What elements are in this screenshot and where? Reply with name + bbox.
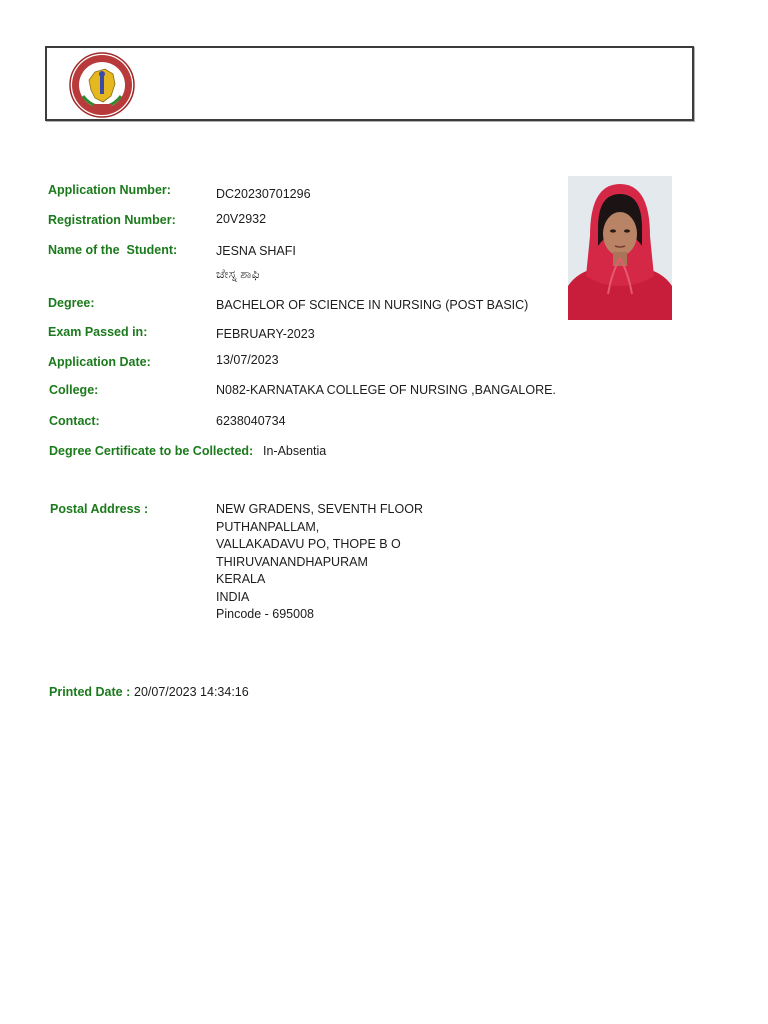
address-line: INDIA xyxy=(216,589,250,604)
degree-label: Degree: xyxy=(48,296,95,310)
exam-passed-label: Exam Passed in: xyxy=(48,325,148,339)
contact-value: 6238040734 xyxy=(216,414,286,428)
student-photo xyxy=(568,176,672,320)
exam-passed-value: FEBRUARY-2023 xyxy=(216,327,315,341)
application-date-value: 13/07/2023 xyxy=(216,353,279,367)
registration-number-label: Registration Number: xyxy=(48,213,176,227)
degree-value: BACHELOR OF SCIENCE IN NURSING (POST BASIC) xyxy=(216,298,529,312)
college-label: College: xyxy=(49,383,99,397)
registration-number-value: 20V2932 xyxy=(216,212,267,226)
student-name-kannada-value: ಜೇಸ್ನ ಶಾಫಿ xyxy=(216,267,260,281)
address-line: Pincode - 695008 xyxy=(216,607,314,621)
application-number-value: DC20230701296 xyxy=(216,187,311,201)
application-number-label: Application Number: xyxy=(48,183,171,197)
header-box xyxy=(45,46,694,121)
address-line: THIRUVANANDHAPURAM xyxy=(216,554,368,569)
printed-date-label: Printed Date : xyxy=(49,685,131,699)
address-line: PUTHANPALLAM, xyxy=(216,519,320,534)
college-value: N082-KARNATAKA COLLEGE OF NURSING ,BANGALORE. xyxy=(216,383,556,397)
student-name-value: JESNA SHAFI xyxy=(216,244,296,258)
printed-date-value: 20/07/2023 14:34:16 xyxy=(134,685,249,699)
contact-label: Contact: xyxy=(49,414,100,428)
university-seal-icon xyxy=(69,52,135,118)
certificate-value: In-Absentia xyxy=(263,444,327,458)
address-line: KERALA xyxy=(216,572,266,586)
postal-address-block xyxy=(216,501,423,624)
application-date-label: Application Date: xyxy=(48,355,151,369)
student-name-label: Name of the Student: xyxy=(48,243,178,257)
address-line: VALLAKADAVU PO, THOPE B O xyxy=(216,537,401,551)
postal-address-label: Postal Address : xyxy=(50,502,149,516)
certificate-label: Degree Certificate to be Collected: xyxy=(49,444,254,458)
address-line: NEW GRADENS, SEVENTH FLOOR xyxy=(216,502,423,516)
